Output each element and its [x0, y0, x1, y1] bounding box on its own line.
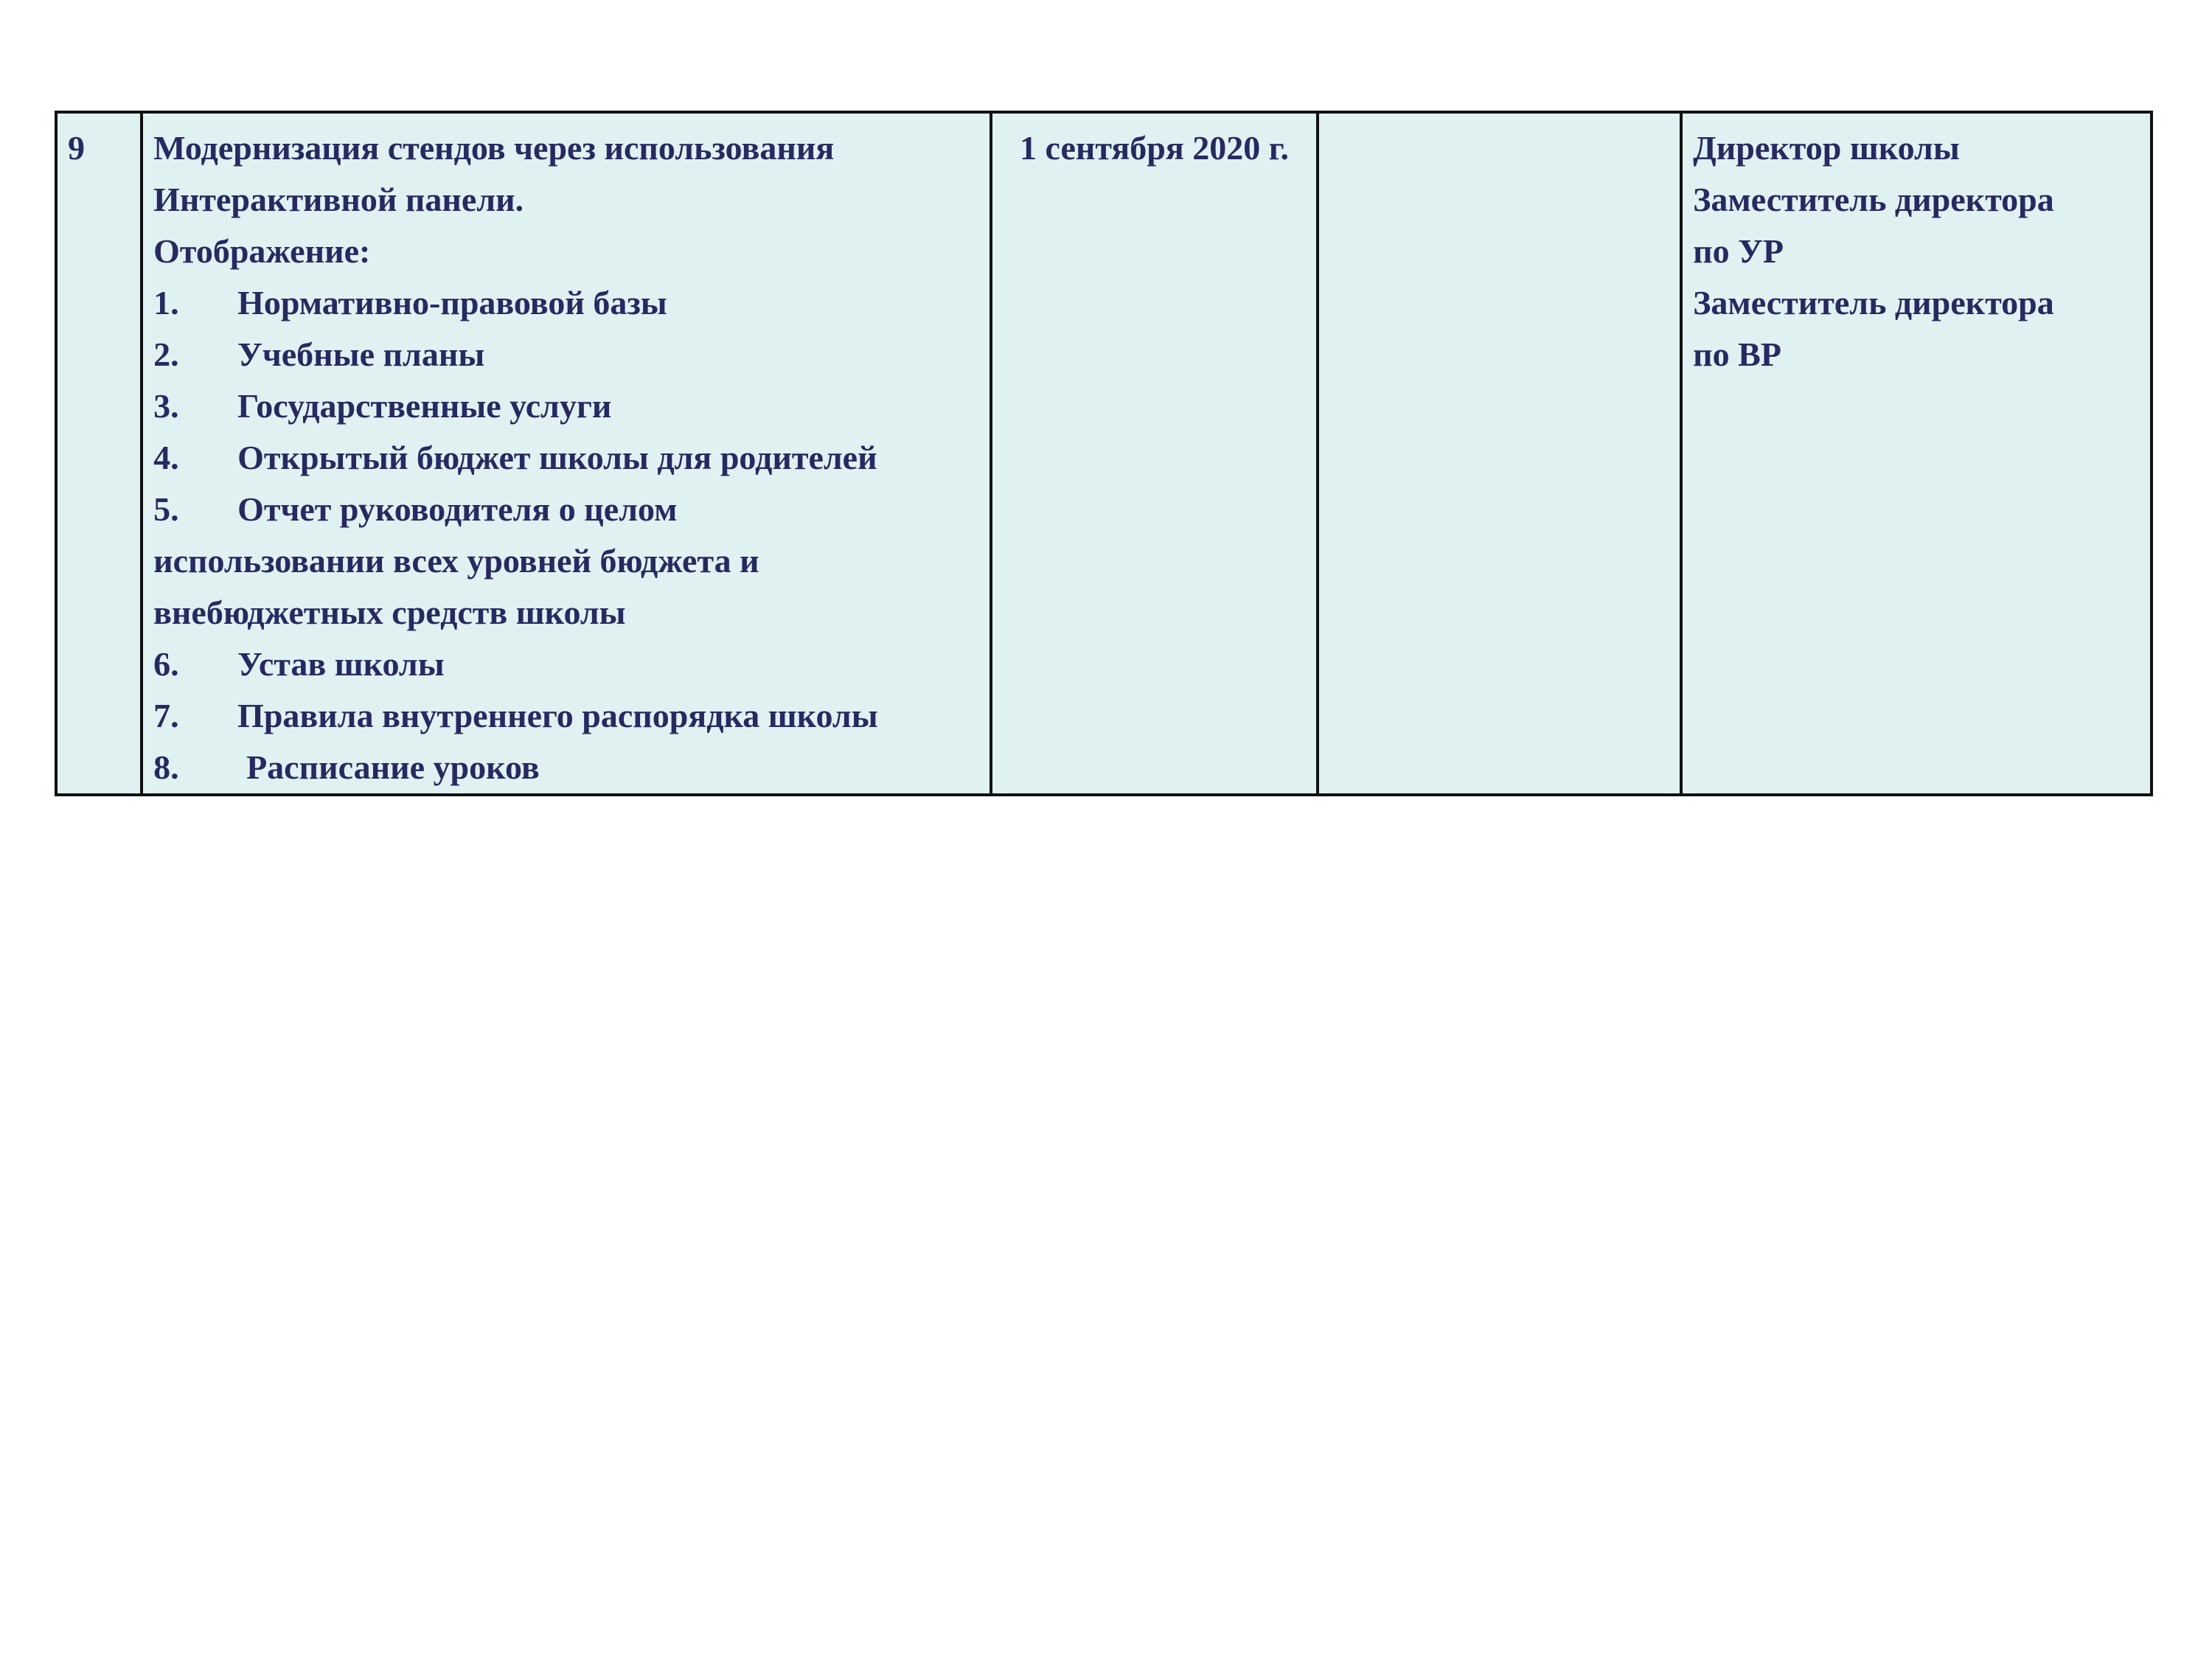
list-item — [153, 639, 979, 690]
list-item — [153, 690, 979, 742]
table-row — [56, 112, 2152, 795]
list-item-number: 8. — [153, 748, 179, 786]
list-item-number: 2. — [153, 335, 179, 373]
list-item-text: Правила внутреннего распорядка школы — [237, 697, 878, 734]
list-item-text: Отчет руководителя о целом — [237, 490, 678, 528]
plan-table — [55, 111, 2153, 796]
list-item — [153, 380, 979, 432]
list-item — [153, 329, 979, 380]
list-item-number: 6. — [153, 645, 179, 683]
date-cell — [991, 112, 1317, 795]
responsible-line: Директор школы — [1693, 129, 1960, 167]
list-item-text: Открытый бюджет школы для родителей — [237, 439, 877, 476]
list-item — [153, 432, 979, 484]
event-title-line: Интерактивной панели. — [153, 181, 524, 218]
list-item — [153, 742, 979, 793]
list-item-text: Нормативно-правовой базы — [237, 284, 667, 321]
list-item-text: Учебные планы — [237, 335, 485, 373]
list-item-number: 4. — [153, 439, 179, 476]
list-item-text: Расписание уроков — [246, 748, 540, 786]
list-item-continuation: использовании всех уровней бюджета и — [153, 542, 759, 580]
list-item-continuation: внебюджетных средств школы — [153, 594, 626, 631]
event-cell — [142, 112, 991, 795]
responsible-cell — [1681, 112, 2152, 795]
empty-cell — [1318, 112, 1682, 795]
responsible-line: Заместитель директора — [1693, 284, 2054, 321]
responsible-line: Заместитель директора — [1693, 181, 2054, 218]
list-item-number: 1. — [153, 284, 179, 321]
list-item-text: Устав школы — [237, 645, 445, 683]
event-date: 1 сентября 2020 г. — [1020, 129, 1289, 167]
event-title-line: Модернизация стендов через использования — [153, 129, 835, 167]
list-item — [153, 277, 979, 329]
row-number-cell — [56, 112, 142, 795]
responsible-line: по ВР — [1693, 335, 1781, 373]
list-item-number: 7. — [153, 697, 179, 734]
row-number: 9 — [68, 129, 85, 167]
list-item — [153, 484, 979, 535]
list-item-text: Государственные услуги — [237, 387, 612, 425]
list-item-number: 3. — [153, 387, 179, 425]
display-label: Отображение: — [153, 232, 371, 270]
responsible-line: по УР — [1693, 232, 1784, 270]
list-item-number: 5. — [153, 490, 179, 528]
